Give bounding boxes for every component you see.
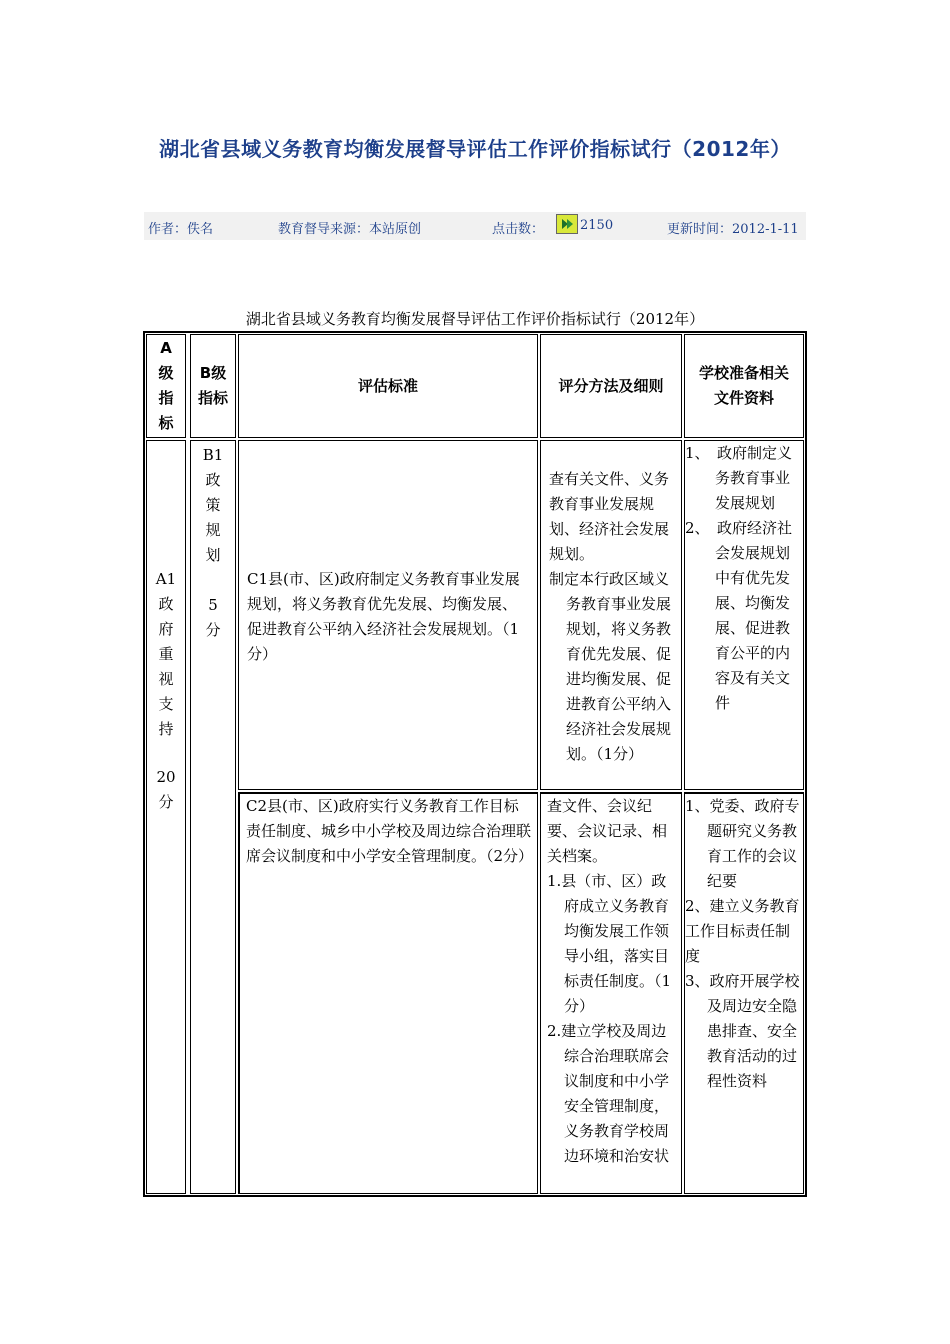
- header-scoring: [540, 334, 682, 438]
- a1-score: 20分: [156, 768, 176, 811]
- b1-cell: [190, 440, 236, 1194]
- c1-docs-list: [685, 441, 803, 716]
- clicks-label: 点击数：: [492, 222, 545, 237]
- clicks-count: 2150: [580, 218, 614, 233]
- page-title: 湖北省县域义务教育均衡发展督导评估工作评价指标试行（2012年）: [159, 137, 791, 161]
- header-a-level: [146, 334, 186, 438]
- update-time: 更新时间：2012-1-11: [667, 222, 799, 237]
- source-label: 教育督导来源：本站原创: [278, 222, 422, 237]
- c1-doc-item: 2、 政府经济社会发展规划中有优先发展、均衡发展、促进教育公平的内容及有关文件: [685, 519, 793, 712]
- author-label: 作者：佚名: [148, 222, 214, 237]
- header-criteria-text: 评估标准: [357, 376, 418, 395]
- header-school-docs-text: 学校准备相关文件资料: [698, 364, 789, 407]
- a1-cell: [146, 440, 186, 1194]
- c2-criteria-text: C2县(市、区)政府实行义务教育工作目标责任制度、城乡中小学校及周边综合治理联席会议制度和中小学安全管理制度。（2分）: [246, 797, 534, 865]
- c1-scoring-intro: 查有关文件、义务教育事业发展规划、经济社会发展规划。: [549, 470, 670, 563]
- c1-criteria-text: C1县(市、区)政府制定义务教育事业发展规划，将义务教育优先发展、均衡发展、促进教育公平纳入经济社会发展规划。（1分）: [247, 570, 520, 663]
- c1-doc-item: 1、 政府制定义务教育事业发展规划: [685, 444, 793, 512]
- header-a-level-text: A级指标: [158, 339, 174, 432]
- header-scoring-text: 评分方法及细则: [558, 376, 664, 395]
- table-caption: 湖北省县域义务教育均衡发展督导评估工作评价指标试行（2012年）: [245, 310, 705, 328]
- clicks-counter-icon: [556, 214, 578, 234]
- header-criteria: [238, 334, 538, 438]
- header-b-level-text: B级指标: [197, 364, 228, 407]
- header-b-level: [190, 334, 236, 438]
- c2-scoring-cell: [540, 792, 682, 1194]
- c2-criteria-cell: [238, 792, 538, 1194]
- c2-scoring-item: 1.县（市、区）政府成立义务教育均衡发展工作领导小组，落实目标责任制度。（1分）: [547, 872, 672, 1015]
- c2-docs-cell: [684, 792, 804, 1194]
- a1-name: A1政府重视支持: [155, 570, 177, 738]
- c2-scoring-item: 2.建立学校及周边综合治理联席会议制度和中小学安全管理制度，义务教育学校周边环境和治安状: [547, 1022, 670, 1165]
- b1-score: 5分: [205, 596, 221, 639]
- c2-scoring-intro: 查文件、会议纪要、会议记录、相关档案。: [547, 797, 668, 865]
- b1-name: B1政策规划: [202, 446, 224, 564]
- article-meta-bar: [144, 212, 806, 240]
- c1-scoring-item: 制定本行政区域义务教育事业发展规划，将义务教育优先发展、促进均衡发展、促进教育公平纳入经济社会发展规划。（1分）: [549, 570, 672, 763]
- c1-docs-cell: [684, 440, 804, 790]
- c2-docs-list: [685, 794, 803, 1094]
- c2-doc-item: 1、党委、政府专题研究义务教育工作的会议纪要: [685, 797, 800, 890]
- c1-scoring-cell: [540, 440, 682, 790]
- header-school-docs: [684, 334, 804, 438]
- c2-doc-item: 2、建立义务教育工作目标责任制度: [685, 897, 800, 965]
- c2-doc-item: 3、政府开展学校及周边安全隐患排查、安全教育活动的过程性资料: [685, 972, 800, 1090]
- c1-criteria-cell: [238, 440, 538, 790]
